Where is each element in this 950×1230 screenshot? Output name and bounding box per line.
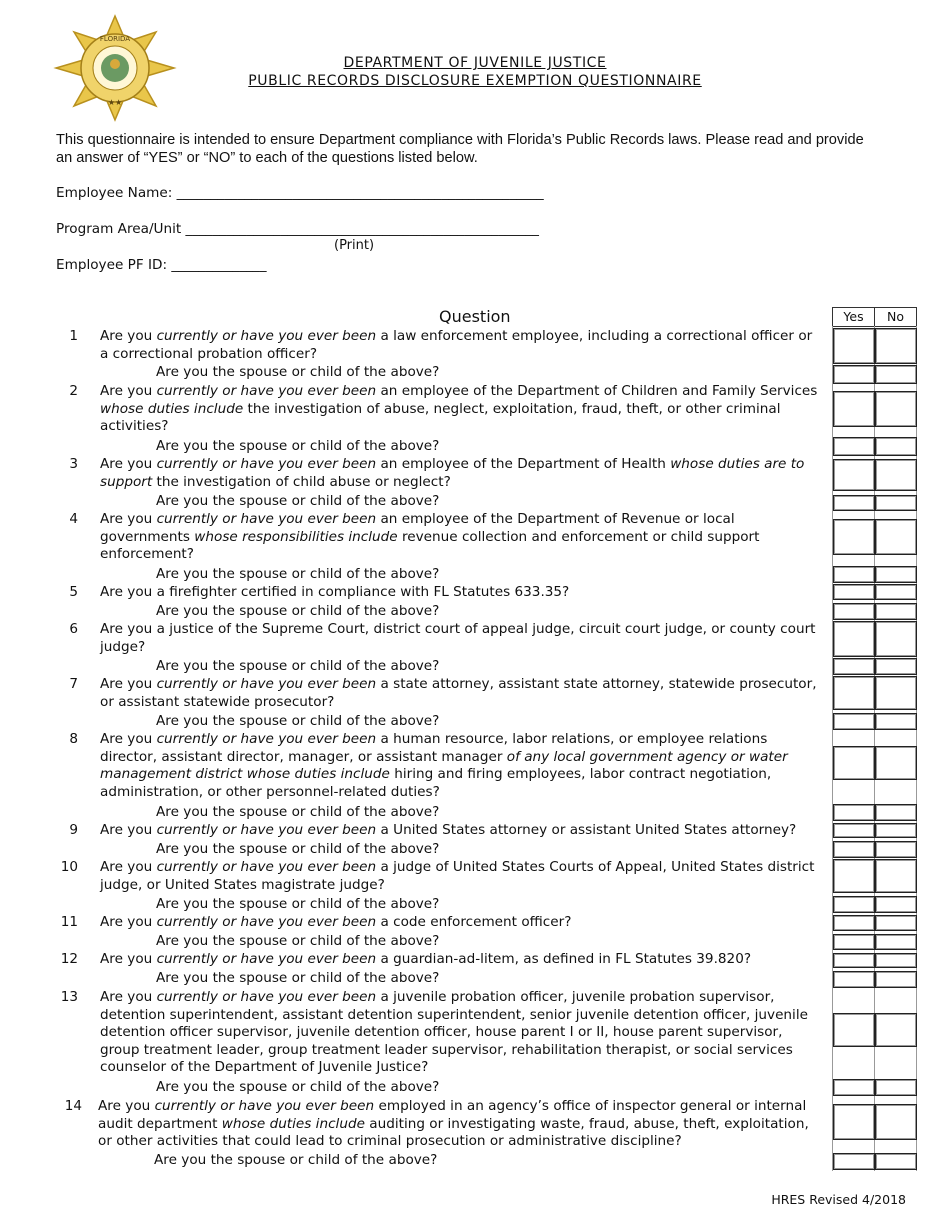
question-number: 3 (69, 456, 78, 472)
spouse-question-text: Are you the spouse or child of the above? (156, 933, 440, 949)
question-number: 5 (69, 584, 78, 600)
yes-checkbox-spouse-q5[interactable] (833, 603, 875, 620)
spouse-question-text: Are you the spouse or child of the above? (156, 603, 440, 619)
svg-text:★★: ★★ (107, 98, 123, 107)
question-text: Are you currently or have you ever been a judge of United States Courts of Appeal, United States district judge, or United States magistrate judge? (100, 859, 815, 893)
no-checkbox-spouse-q11[interactable] (875, 934, 917, 950)
no-checkbox-spouse-q5[interactable] (875, 603, 917, 620)
no-checkbox-q4[interactable] (875, 519, 917, 555)
yes-checkbox-spouse-q8[interactable] (833, 804, 875, 821)
no-checkbox-spouse-q10[interactable] (875, 896, 917, 913)
no-checkbox-q5[interactable] (875, 584, 917, 600)
no-checkbox-q11[interactable] (875, 915, 917, 931)
question-number: 1 (69, 328, 78, 344)
yes-checkbox-q2[interactable] (833, 391, 875, 427)
no-column-header: No (874, 307, 917, 327)
no-checkbox-q12[interactable] (875, 953, 917, 968)
program-area-field[interactable]: Program Area/Unit ____________________________________________________ (56, 221, 539, 237)
yes-checkbox-q11[interactable] (833, 915, 875, 931)
yes-checkbox-spouse-q11[interactable] (833, 934, 875, 950)
no-checkbox-spouse-q12[interactable] (875, 971, 917, 988)
spouse-question-text: Are you the spouse or child of the above? (156, 970, 440, 986)
question-number: 10 (60, 859, 78, 875)
yes-checkbox-spouse-q4[interactable] (833, 566, 875, 583)
question-number: 2 (69, 383, 78, 399)
question-number: 9 (69, 822, 78, 838)
yes-checkbox-q3[interactable] (833, 459, 875, 491)
question-text: Are you a firefighter certified in compliance with FL Statutes 633.35? (100, 584, 570, 600)
spouse-question-text: Are you the spouse or child of the above? (156, 566, 440, 582)
page-subtitle: PUBLIC RECORDS DISCLOSURE EXEMPTION QUESTIONNAIRE (248, 73, 702, 89)
yes-checkbox-spouse-q13[interactable] (833, 1079, 875, 1096)
spouse-question-text: Are you the spouse or child of the above? (156, 804, 440, 820)
spouse-question-text: Are you the spouse or child of the above? (156, 896, 440, 912)
yes-checkbox-q13[interactable] (833, 1013, 875, 1047)
no-checkbox-q2[interactable] (875, 391, 917, 427)
no-checkbox-spouse-q4[interactable] (875, 566, 917, 583)
no-checkbox-q9[interactable] (875, 823, 917, 838)
yes-checkbox-q12[interactable] (833, 953, 875, 968)
no-checkbox-spouse-q2[interactable] (875, 437, 917, 456)
question-number: 14 (64, 1098, 82, 1114)
spouse-question-text: Are you the spouse or child of the above? (156, 713, 440, 729)
yes-checkbox-spouse-q14[interactable] (833, 1153, 875, 1170)
spouse-question-text: Are you the spouse or child of the above? (156, 658, 440, 674)
question-text: Are you currently or have you ever been an employee of the Department of Health whose duties are to support the investigation of child abuse or neglect? (100, 456, 805, 490)
yes-checkbox-q5[interactable] (833, 584, 875, 600)
no-checkbox-spouse-q1[interactable] (875, 365, 917, 384)
no-checkbox-q13[interactable] (875, 1013, 917, 1047)
spouse-question-text: Are you the spouse or child of the above? (156, 1079, 440, 1095)
question-text: Are you currently or have you ever been an employee of the Department of Revenue or local governments whose responsibilities include revenue collection and enforcement or child support enforcement? (100, 511, 760, 563)
no-checkbox-q6[interactable] (875, 621, 917, 657)
yes-checkbox-spouse-q7[interactable] (833, 713, 875, 730)
yes-column-header: Yes (832, 307, 875, 327)
question-text: Are you currently or have you ever been an employee of the Department of Children and Family Services whose duties include the investigation of abuse, neglect, exploitation, fraud, theft, or other criminal activities? (100, 383, 818, 435)
svg-text:FLORIDA: FLORIDA (99, 35, 131, 43)
question-text: Are you currently or have you ever been a juvenile probation officer, juvenile probation supervisor, detention superintendent, assistant detention superintendent, senior juvenile detention officer, juvenile detention officer supervisor, juvenile detention officer, house parent I or II, house parent supervisor, group treatment leader, group treatment leader supervisor, rehabilitation therapist, or social services counselor of the Department of Juvenile Justice? (100, 989, 808, 1076)
question-text: Are you currently or have you ever been a human resource, labor relations, or employee relations director, assistant director, manager, or assistant manager of any local government agency or water management district whose duties include hiring and firing employees, labor contract negotiation, administration, or other personnel-related duties? (100, 731, 788, 800)
no-checkbox-q10[interactable] (875, 859, 917, 893)
print-note: (Print) (334, 238, 375, 253)
no-checkbox-spouse-q14[interactable] (875, 1153, 917, 1170)
question-number: 13 (60, 989, 78, 1005)
yes-checkbox-q8[interactable] (833, 746, 875, 780)
yes-checkbox-q1[interactable] (833, 328, 875, 364)
question-number: 8 (69, 731, 78, 747)
question-text: Are you currently or have you ever been a guardian-ad-litem, as defined in FL Statutes 39.820? (100, 951, 752, 967)
question-number: 11 (60, 914, 78, 930)
no-checkbox-spouse-q8[interactable] (875, 804, 917, 821)
no-checkbox-spouse-q6[interactable] (875, 658, 917, 675)
yes-checkbox-spouse-q2[interactable] (833, 437, 875, 456)
yes-checkbox-spouse-q1[interactable] (833, 365, 875, 384)
question-text: Are you currently or have you ever been a United States attorney or assistant United States attorney? (100, 822, 797, 838)
question-text: Are you currently or have you ever been a law enforcement employee, including a correctional officer or a correctional probation officer? (100, 328, 813, 362)
yes-checkbox-spouse-q6[interactable] (833, 658, 875, 675)
question-number: 12 (60, 951, 78, 967)
spouse-question-text: Are you the spouse or child of the above? (156, 364, 440, 380)
employee-name-field[interactable]: Employee Name: ______________________________________________________ (56, 185, 544, 201)
question-column-header: Question (439, 307, 511, 326)
yes-checkbox-q9[interactable] (833, 823, 875, 838)
page-title: DEPARTMENT OF JUVENILE JUSTICE (343, 55, 607, 71)
yes-checkbox-q10[interactable] (833, 859, 875, 893)
yes-checkbox-q7[interactable] (833, 676, 875, 710)
no-checkbox-spouse-q13[interactable] (875, 1079, 917, 1096)
question-number: 6 (69, 621, 78, 637)
yes-checkbox-spouse-q3[interactable] (833, 495, 875, 511)
yes-checkbox-q6[interactable] (833, 621, 875, 657)
no-checkbox-q1[interactable] (875, 328, 917, 364)
employee-pf-id-field[interactable]: Employee PF ID: ______________ (56, 257, 267, 273)
spouse-question-text: Are you the spouse or child of the above? (156, 438, 440, 454)
question-text: Are you currently or have you ever been a state attorney, assistant state attorney, statewide prosecutor, or assistant statewide prosecutor? (100, 676, 817, 710)
yes-checkbox-spouse-q10[interactable] (833, 896, 875, 913)
no-checkbox-q7[interactable] (875, 676, 917, 710)
yes-checkbox-q4[interactable] (833, 519, 875, 555)
question-text: Are you currently or have you ever been a code enforcement officer? (100, 914, 572, 930)
yes-checkbox-q14[interactable] (833, 1104, 875, 1140)
no-checkbox-q8[interactable] (875, 746, 917, 780)
intro-text: This questionnaire is intended to ensure Department compliance with Florida’s Public Records laws. Please read and provide an answer of “YES” or “NO” to each of the questions listed below. (56, 132, 864, 166)
question-number: 7 (69, 676, 78, 692)
question-text: Are you a justice of the Supreme Court, district court of appeal judge, circuit court judge, or county court judge? (100, 621, 816, 655)
spouse-question-text: Are you the spouse or child of the above? (154, 1152, 438, 1168)
no-checkbox-q3[interactable] (875, 459, 917, 491)
yes-checkbox-spouse-q9[interactable] (833, 841, 875, 858)
revision-footer: HRES Revised 4/2018 (771, 1192, 906, 1207)
no-checkbox-spouse-q9[interactable] (875, 841, 917, 858)
spouse-question-text: Are you the spouse or child of the above? (156, 841, 440, 857)
question-text: Are you currently or have you ever been employed in an agency’s office of inspector general or internal audit department whose duties include auditing or investigating waste, fraud, abuse, theft, exploitation, or other activities that could lead to criminal prosecution or administrative discipline? (98, 1098, 809, 1150)
spouse-question-text: Are you the spouse or child of the above? (156, 493, 440, 509)
no-checkbox-q14[interactable] (875, 1104, 917, 1140)
question-number: 4 (69, 511, 78, 527)
no-checkbox-spouse-q3[interactable] (875, 495, 917, 511)
no-checkbox-spouse-q7[interactable] (875, 713, 917, 730)
yes-checkbox-spouse-q12[interactable] (833, 971, 875, 988)
